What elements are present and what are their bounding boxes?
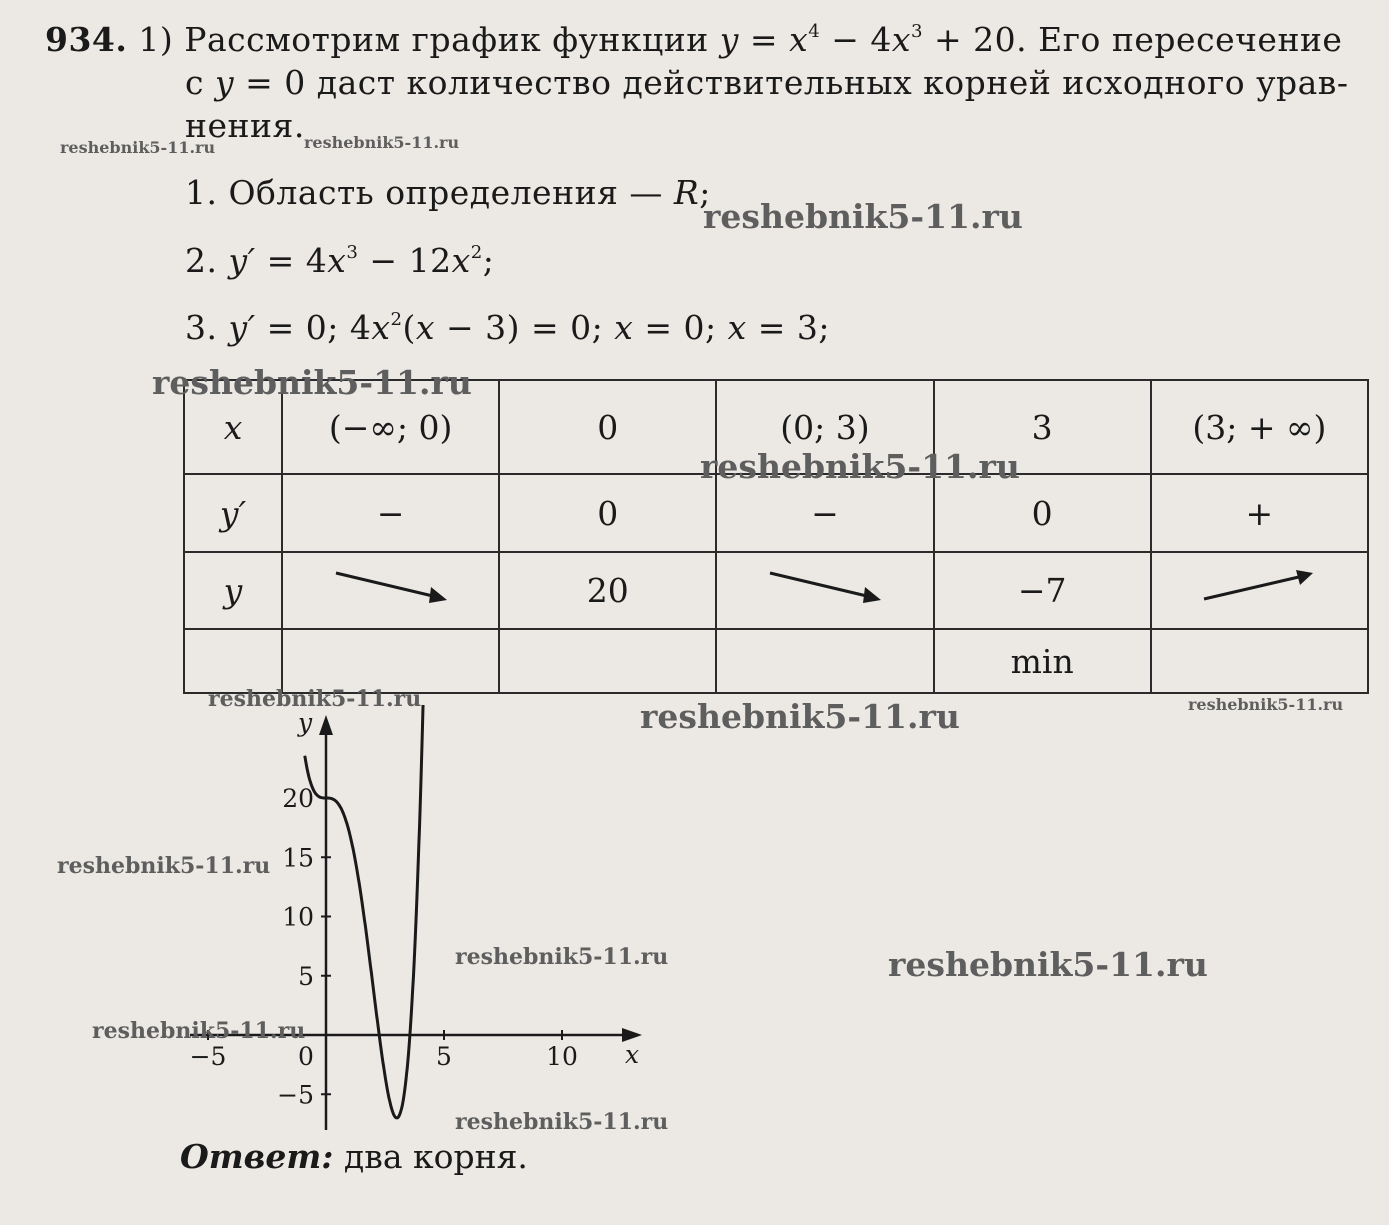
x-axis-label: x [625, 1040, 640, 1069]
x-tick-label: 5 [436, 1042, 452, 1071]
text: 1. Область определения — [185, 173, 674, 212]
table-cell: −7 [934, 552, 1151, 629]
watermark: reshebnik5-11.ru [92, 1018, 306, 1044]
table-cell: − [716, 474, 933, 552]
term: + 20. [923, 20, 1028, 59]
y-axis-arrow-icon [319, 715, 333, 735]
arrow-down-right-icon [331, 567, 451, 607]
y-tick-label: 15 [282, 843, 314, 873]
power: 3 [911, 21, 924, 42]
watermark: reshebnik5-11.ru [208, 686, 422, 712]
row-header-dy: y′ [184, 474, 282, 552]
table-cell: − [282, 474, 499, 552]
problem-number: 934. [45, 20, 128, 59]
table-cell [184, 629, 282, 693]
var-x: x [415, 308, 436, 347]
step-3 [185, 308, 830, 347]
answer-text: два корня. [333, 1137, 528, 1176]
watermark: reshebnik5-11.ru [1188, 695, 1344, 714]
table-cell: (3; + ∞) [1151, 380, 1368, 474]
watermark: reshebnik5-11.ru [455, 1109, 669, 1135]
step-1 [185, 173, 711, 212]
power: 2 [470, 242, 483, 263]
equals: = [738, 20, 790, 59]
table-cell [282, 629, 499, 693]
watermark: reshebnik5-11.ru [60, 138, 216, 157]
table-cell-arrow [1151, 552, 1368, 629]
arrow-up-right-icon [1199, 567, 1319, 607]
var-y: y′ [228, 308, 256, 347]
text: 2. [185, 241, 229, 280]
var-x: x [614, 308, 634, 347]
arrow-down-right-icon [765, 567, 885, 607]
text: ; [482, 241, 495, 280]
watermark: reshebnik5-11.ru [455, 944, 669, 970]
y-tick-label: 20 [282, 784, 314, 813]
var-x: x [891, 20, 911, 59]
table-cell: (−∞; 0) [282, 380, 499, 474]
x-tick-label: −5 [189, 1042, 227, 1071]
y-tick-label: 10 [282, 902, 314, 932]
var-x: x [451, 241, 471, 280]
row-header-x: x [184, 380, 282, 474]
table-cell: (0; 3) [716, 380, 933, 474]
var-x: x [789, 20, 809, 59]
var-x: x [371, 308, 391, 347]
table-cell: 20 [499, 552, 716, 629]
watermark: reshebnik5-11.ru [703, 197, 1023, 236]
text: − 12 [358, 241, 452, 280]
y-axis-label: y [298, 708, 313, 737]
var-y: y [214, 63, 235, 102]
watermark: reshebnik5-11.ru [57, 853, 271, 879]
intro-text: Рассмотрим график функции [184, 20, 709, 59]
power: 3 [346, 242, 359, 263]
text: − 3) = 0; [435, 308, 615, 347]
problem-line-3: нения. [185, 106, 305, 145]
text: = 0 даст количество действительных корней исходного урав- [234, 63, 1349, 102]
problem-line-2 [185, 63, 1349, 102]
table-cell: 0 [499, 380, 716, 474]
table-cell: + [1151, 474, 1368, 552]
curve [305, 705, 427, 1118]
table-cell [499, 629, 716, 693]
watermark: reshebnik5-11.ru [304, 133, 460, 152]
text: 3. [185, 308, 229, 347]
answer-label: Ответ: [180, 1137, 334, 1176]
table-row-note [184, 629, 1368, 693]
row-header-y: y [184, 552, 282, 629]
table-cell [716, 629, 933, 693]
power: 2 [390, 309, 403, 330]
text: ; [699, 173, 711, 212]
watermark: reshebnik5-11.ru [152, 363, 472, 402]
table-cell: 0 [499, 474, 716, 552]
text: = 4 [255, 241, 328, 280]
watermark: reshebnik5-11.ru [700, 447, 1020, 486]
problem-part: 1) [138, 20, 174, 59]
function-graph [170, 705, 660, 1140]
var-y: y′ [228, 241, 256, 280]
power: 4 [808, 21, 821, 42]
y-tick-label: −5 [277, 1080, 314, 1110]
problem-line-1 [45, 20, 1342, 59]
var-x: x [327, 241, 347, 280]
table-cell [1151, 629, 1368, 693]
watermark: reshebnik5-11.ru [888, 945, 1208, 984]
watermark: reshebnik5-11.ru [640, 697, 960, 736]
term: − 4 [820, 20, 892, 59]
table-cell-min: min [934, 629, 1151, 693]
table-cell: 0 [934, 474, 1151, 552]
answer [180, 1137, 528, 1176]
variation-table [183, 379, 1369, 694]
text: с [185, 63, 204, 102]
text: = 0; [633, 308, 728, 347]
text: ( [402, 308, 416, 347]
var-y: y [719, 20, 739, 59]
table-cell-arrow [716, 552, 933, 629]
table-cell: 3 [934, 380, 1151, 474]
intro-text-b: Его пересечение [1038, 20, 1343, 59]
x-tick-label: 0 [298, 1042, 314, 1071]
text: = 0; 4 [255, 308, 372, 347]
table-row-y [184, 552, 1368, 629]
set-r: R [673, 173, 700, 212]
step-2 [185, 241, 494, 280]
y-tick-label: 5 [298, 961, 314, 991]
var-x: x [727, 308, 747, 347]
x-tick-label: 10 [546, 1042, 578, 1071]
text: = 3; [746, 308, 830, 347]
function-curve [305, 705, 427, 1118]
table-cell-arrow [282, 552, 499, 629]
